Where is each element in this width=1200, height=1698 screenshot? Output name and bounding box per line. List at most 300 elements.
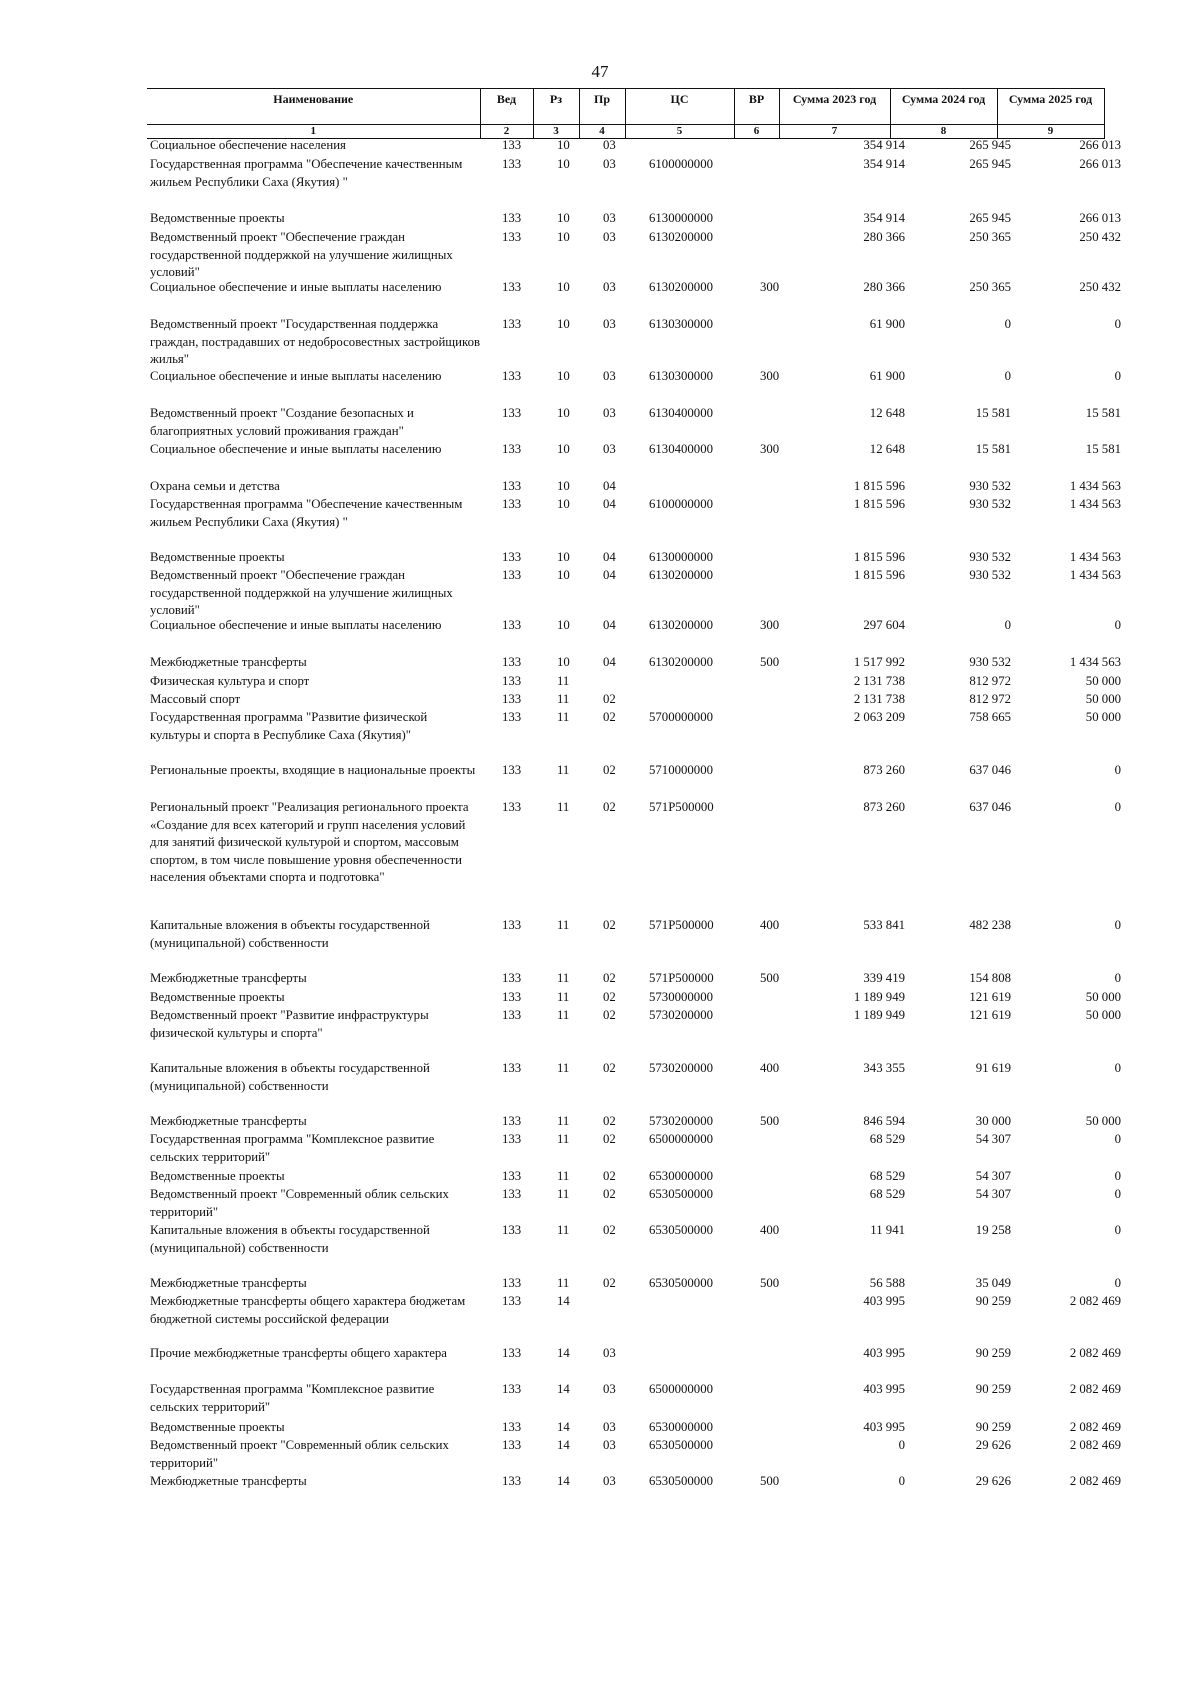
cell-s2023: 61 900	[869, 317, 905, 331]
cell-cs: 6130200000	[649, 618, 713, 632]
cell-rz: 10	[557, 550, 570, 564]
cell-rz: 14	[557, 1474, 570, 1488]
cell-pr: 02	[603, 1114, 616, 1128]
col-index: 9	[997, 125, 1104, 139]
cell-s2023: 56 588	[869, 1276, 905, 1290]
col-header-ved: Вед	[480, 89, 533, 125]
cell-cs: 5730200000	[649, 1008, 713, 1022]
cell-s2025: 50 000	[1085, 692, 1121, 706]
cell-pr: 03	[603, 1346, 616, 1360]
cell-s2024: 265 945	[969, 138, 1011, 152]
cell-name: Межбюджетные трансферты	[150, 1276, 307, 1290]
cell-cs: 5730200000	[649, 1114, 713, 1128]
cell-pr: 03	[603, 157, 616, 171]
cell-s2025: 2 082 469	[1069, 1474, 1121, 1488]
cell-pr: 02	[603, 763, 616, 777]
cell-rz: 10	[557, 317, 570, 331]
cell-s2025: 1 434 563	[1069, 479, 1121, 493]
cell-s2025: 0	[1114, 971, 1121, 985]
cell-s2025: 0	[1114, 369, 1121, 383]
cell-vr: 500	[760, 1114, 780, 1128]
cell-s2024: 812 972	[969, 692, 1011, 706]
cell-s2024: 930 532	[969, 655, 1011, 669]
col-header-name: Наименование	[147, 89, 480, 125]
cell-cs: 6530500000	[649, 1438, 713, 1452]
cell-pr: 03	[603, 138, 616, 152]
cell-s2023: 354 914	[863, 138, 905, 152]
cell-ved: 133	[502, 918, 522, 932]
cell-s2024: 265 945	[969, 157, 1011, 171]
cell-s2024: 29 626	[975, 1474, 1011, 1488]
cell-s2025: 2 082 469	[1069, 1438, 1121, 1452]
cell-rz: 11	[557, 990, 570, 1004]
cell-s2024: 637 046	[969, 800, 1011, 814]
cell-s2023: 12 648	[869, 442, 905, 456]
cell-cs: 571P500000	[649, 971, 714, 985]
cell-s2023: 2 131 738	[853, 674, 905, 688]
cell-name: Социальное обеспечение и иные выплаты населению	[150, 618, 442, 632]
cell-cs: 6530500000	[649, 1187, 713, 1201]
cell-s2025: 50 000	[1085, 990, 1121, 1004]
cell-pr: 03	[603, 1474, 616, 1488]
cell-rz: 11	[557, 1187, 570, 1201]
cell-s2024: 91 619	[975, 1061, 1011, 1075]
cell-pr: 02	[603, 1132, 616, 1146]
cell-s2025: 266 013	[1079, 211, 1121, 225]
cell-name: Ведомственные проекты	[150, 211, 285, 225]
cell-cs: 6130400000	[649, 442, 713, 456]
cell-name: Ведомственный проект "Государственная поддержка граждан, пострадавших от недобросовестных застройщиков жилья"	[150, 317, 481, 366]
cell-s2023: 403 995	[863, 1346, 905, 1360]
cell-name: Капитальные вложения в объекты государственной (муниципальной) собственности	[150, 1223, 430, 1255]
col-index: 1	[147, 125, 480, 139]
col-index: 2	[480, 125, 533, 139]
cell-rz: 14	[557, 1294, 570, 1308]
cell-s2023: 2 131 738	[853, 692, 905, 706]
cell-s2025: 1 434 563	[1069, 497, 1121, 511]
cell-s2023: 846 594	[863, 1114, 905, 1128]
cell-s2023: 403 995	[863, 1294, 905, 1308]
cell-name: Физическая культура и спорт	[150, 674, 310, 688]
cell-name: Ведомственный проект "Создание безопасных и благоприятных условий проживания граждан"	[150, 406, 414, 438]
cell-pr: 02	[603, 1061, 616, 1075]
cell-ved: 133	[502, 655, 522, 669]
cell-vr: 500	[760, 1276, 780, 1290]
cell-rz: 10	[557, 568, 570, 582]
cell-ved: 133	[502, 479, 522, 493]
cell-name: Ведомственный проект "Обеспечение граждан государственной поддержкой на улучшение жилищных условий"	[150, 230, 453, 279]
cell-name: Ведомственный проект "Развитие инфраструктуры физической культуры и спорта"	[150, 1008, 429, 1040]
cell-ved: 133	[502, 1420, 522, 1434]
cell-name: Государственная программа "Комплексное развитие сельских территорий"	[150, 1382, 435, 1414]
cell-s2024: 930 532	[969, 568, 1011, 582]
cell-s2023: 280 366	[863, 230, 905, 244]
cell-s2023: 1 815 596	[853, 550, 905, 564]
cell-s2023: 1 815 596	[853, 568, 905, 582]
cell-cs: 6130200000	[649, 230, 713, 244]
col-header-sum-2024: Сумма 2024 год	[890, 89, 997, 125]
cell-vr: 300	[760, 369, 780, 383]
cell-s2025: 0	[1114, 1187, 1121, 1201]
cell-cs: 6130200000	[649, 568, 713, 582]
cell-s2023: 1 189 949	[853, 990, 905, 1004]
cell-rz: 10	[557, 497, 570, 511]
cell-ved: 133	[502, 1187, 522, 1201]
cell-vr: 300	[760, 280, 780, 294]
cell-vr: 400	[760, 1223, 780, 1237]
cell-name: Межбюджетные трансферты	[150, 655, 307, 669]
cell-s2025: 50 000	[1085, 710, 1121, 724]
cell-s2025: 50 000	[1085, 1008, 1121, 1022]
cell-rz: 11	[557, 800, 570, 814]
cell-name: Социальное обеспечение населения	[150, 138, 346, 152]
cell-cs: 571P500000	[649, 800, 714, 814]
cell-ved: 133	[502, 1008, 522, 1022]
cell-ved: 133	[502, 618, 522, 632]
cell-name: Ведомственный проект "Обеспечение граждан государственной поддержкой на улучшение жилищных условий"	[150, 568, 453, 617]
cell-pr: 03	[603, 1420, 616, 1434]
cell-s2025: 0	[1114, 1169, 1121, 1183]
cell-cs: 6500000000	[649, 1382, 713, 1396]
cell-rz: 11	[557, 1276, 570, 1290]
cell-vr: 400	[760, 918, 780, 932]
cell-pr: 04	[603, 550, 616, 564]
cell-vr: 500	[760, 655, 780, 669]
cell-s2024: 121 619	[969, 1008, 1011, 1022]
cell-name: Межбюджетные трансферты	[150, 1474, 307, 1488]
cell-name: Социальное обеспечение и иные выплаты населению	[150, 442, 442, 456]
cell-s2023: 297 604	[863, 618, 905, 632]
cell-ved: 133	[502, 674, 522, 688]
cell-ved: 133	[502, 1061, 522, 1075]
cell-s2025: 50 000	[1085, 1114, 1121, 1128]
cell-s2024: 0	[1004, 317, 1011, 331]
col-index: 6	[734, 125, 779, 139]
cell-cs: 6130300000	[649, 317, 713, 331]
cell-s2024: 121 619	[969, 990, 1011, 1004]
cell-s2024: 265 945	[969, 211, 1011, 225]
cell-s2024: 482 238	[969, 918, 1011, 932]
cell-s2023: 12 648	[869, 406, 905, 420]
col-index: 8	[890, 125, 997, 139]
col-index: 4	[579, 125, 625, 139]
cell-rz: 11	[557, 692, 570, 706]
cell-pr: 02	[603, 971, 616, 985]
cell-s2023: 11 941	[870, 1223, 905, 1237]
cell-pr: 03	[603, 1438, 616, 1452]
cell-pr: 04	[603, 568, 616, 582]
cell-ved: 133	[502, 1346, 522, 1360]
cell-vr: 500	[760, 971, 780, 985]
cell-pr: 03	[603, 1382, 616, 1396]
cell-cs: 6100000000	[649, 497, 713, 511]
cell-name: Государственная программа "Обеспечение качественным жильем Республики Саха (Якутия) "	[150, 497, 463, 529]
cell-s2024: 250 365	[969, 280, 1011, 294]
cell-pr: 02	[603, 918, 616, 932]
cell-cs: 5700000000	[649, 710, 713, 724]
cell-ved: 133	[502, 1294, 522, 1308]
cell-s2024: 90 259	[975, 1294, 1011, 1308]
cell-pr: 03	[603, 442, 616, 456]
cell-s2025: 266 013	[1079, 138, 1121, 152]
cell-s2025: 15 581	[1085, 406, 1121, 420]
cell-s2023: 0	[898, 1474, 905, 1488]
cell-ved: 133	[502, 1474, 522, 1488]
cell-s2023: 68 529	[869, 1132, 905, 1146]
cell-s2024: 54 307	[975, 1132, 1011, 1146]
cell-ved: 133	[502, 568, 522, 582]
cell-cs: 6130300000	[649, 369, 713, 383]
cell-ved: 133	[502, 1276, 522, 1290]
col-header-sum-2023: Сумма 2023 год	[779, 89, 890, 125]
cell-pr: 02	[603, 1169, 616, 1183]
cell-rz: 11	[557, 1223, 570, 1237]
cell-s2024: 250 365	[969, 230, 1011, 244]
cell-pr: 04	[603, 655, 616, 669]
cell-pr: 02	[603, 800, 616, 814]
cell-s2024: 15 581	[975, 442, 1011, 456]
cell-s2024: 90 259	[975, 1346, 1011, 1360]
cell-name: Государственная программа "Развитие физической культуры и спорта в Республике Саха (Якутия)"	[150, 710, 428, 742]
cell-rz: 11	[557, 1132, 570, 1146]
cell-pr: 03	[603, 369, 616, 383]
cell-ved: 133	[502, 692, 522, 706]
cell-vr: 500	[760, 1474, 780, 1488]
col-header-rz: Рз	[533, 89, 579, 125]
cell-s2023: 1 815 596	[853, 497, 905, 511]
cell-s2025: 2 082 469	[1069, 1382, 1121, 1396]
cell-name: Ведомственный проект "Современный облик сельских территорий"	[150, 1187, 449, 1219]
cell-cs: 6530000000	[649, 1420, 713, 1434]
cell-ved: 133	[502, 710, 522, 724]
cell-pr: 02	[603, 710, 616, 724]
cell-s2024: 30 000	[975, 1114, 1011, 1128]
cell-s2025: 250 432	[1079, 230, 1121, 244]
cell-vr: 300	[760, 618, 780, 632]
cell-s2023: 1 189 949	[853, 1008, 905, 1022]
cell-name: Охрана семьи и детства	[150, 479, 280, 493]
cell-s2024: 35 049	[975, 1276, 1011, 1290]
cell-s2025: 15 581	[1085, 442, 1121, 456]
cell-pr: 03	[603, 211, 616, 225]
cell-ved: 133	[502, 280, 522, 294]
cell-ved: 133	[502, 800, 522, 814]
cell-rz: 14	[557, 1420, 570, 1434]
cell-pr: 02	[603, 1223, 616, 1237]
cell-s2025: 0	[1114, 317, 1121, 331]
cell-pr: 03	[603, 317, 616, 331]
cell-ved: 133	[502, 406, 522, 420]
cell-s2024: 154 808	[969, 971, 1011, 985]
cell-s2024: 15 581	[975, 406, 1011, 420]
cell-s2025: 1 434 563	[1069, 655, 1121, 669]
cell-s2025: 1 434 563	[1069, 568, 1121, 582]
col-header-cs: ЦС	[625, 89, 734, 125]
cell-cs: 6130400000	[649, 406, 713, 420]
col-header-sum-2025: Сумма 2025 год	[997, 89, 1104, 125]
cell-pr: 02	[603, 1187, 616, 1201]
cell-ved: 133	[502, 497, 522, 511]
cell-s2025: 0	[1114, 918, 1121, 932]
cell-s2024: 54 307	[975, 1187, 1011, 1201]
cell-cs: 6500000000	[649, 1132, 713, 1146]
cell-pr: 03	[603, 406, 616, 420]
cell-name: Массовый спорт	[150, 692, 241, 706]
cell-ved: 133	[502, 971, 522, 985]
cell-s2023: 1 815 596	[853, 479, 905, 493]
cell-s2023: 533 841	[863, 918, 905, 932]
cell-pr: 02	[603, 990, 616, 1004]
cell-ved: 133	[502, 1438, 522, 1452]
cell-rz: 10	[557, 211, 570, 225]
cell-ved: 133	[502, 1382, 522, 1396]
cell-s2023: 280 366	[863, 280, 905, 294]
cell-s2023: 354 914	[863, 211, 905, 225]
cell-name: Межбюджетные трансферты общего характера бюджетам бюджетной системы российской федерации	[150, 1294, 466, 1326]
cell-s2025: 2 082 469	[1069, 1294, 1121, 1308]
cell-name: Прочие межбюджетные трансферты общего характера	[150, 1346, 447, 1360]
cell-ved: 133	[502, 1223, 522, 1237]
cell-s2025: 0	[1114, 1276, 1121, 1290]
cell-rz: 11	[557, 763, 570, 777]
cell-cs: 5730000000	[649, 990, 713, 1004]
cell-cs: 6530500000	[649, 1223, 713, 1237]
cell-ved: 133	[502, 211, 522, 225]
cell-rz: 11	[557, 710, 570, 724]
cell-name: Ведомственные проекты	[150, 990, 285, 1004]
cell-s2024: 637 046	[969, 763, 1011, 777]
cell-pr: 04	[603, 618, 616, 632]
cell-pr: 03	[603, 230, 616, 244]
cell-pr: 04	[603, 497, 616, 511]
cell-cs: 571P500000	[649, 918, 714, 932]
cell-rz: 14	[557, 1438, 570, 1452]
cell-cs: 6100000000	[649, 157, 713, 171]
cell-rz: 14	[557, 1382, 570, 1396]
cell-pr: 03	[603, 280, 616, 294]
cell-cs: 6530000000	[649, 1169, 713, 1183]
cell-s2023: 403 995	[863, 1382, 905, 1396]
cell-rz: 10	[557, 230, 570, 244]
cell-name: Государственная программа "Обеспечение качественным жильем Республики Саха (Якутия) "	[150, 157, 463, 189]
cell-pr: 02	[603, 1276, 616, 1290]
col-header-vr: ВР	[734, 89, 779, 125]
col-index: 5	[625, 125, 734, 139]
cell-pr: 02	[603, 1008, 616, 1022]
cell-s2023: 0	[898, 1438, 905, 1452]
cell-ved: 133	[502, 990, 522, 1004]
cell-rz: 10	[557, 479, 570, 493]
cell-s2023: 1 517 992	[853, 655, 905, 669]
cell-name: Капитальные вложения в объекты государственной (муниципальной) собственности	[150, 1061, 430, 1093]
cell-cs: 6130200000	[649, 655, 713, 669]
cell-s2023: 873 260	[863, 763, 905, 777]
cell-pr: 04	[603, 479, 616, 493]
cell-rz: 11	[557, 1114, 570, 1128]
cell-s2024: 0	[1004, 618, 1011, 632]
cell-s2024: 0	[1004, 369, 1011, 383]
cell-s2024: 930 532	[969, 550, 1011, 564]
table-header	[147, 88, 1105, 139]
cell-s2025: 0	[1114, 763, 1121, 777]
cell-s2025: 50 000	[1085, 674, 1121, 688]
cell-s2025: 2 082 469	[1069, 1420, 1121, 1434]
cell-cs: 6530500000	[649, 1276, 713, 1290]
cell-ved: 133	[502, 138, 522, 152]
cell-rz: 10	[557, 138, 570, 152]
cell-vr: 300	[760, 442, 780, 456]
cell-ved: 133	[502, 369, 522, 383]
cell-ved: 133	[502, 1169, 522, 1183]
cell-rz: 11	[557, 918, 570, 932]
cell-s2025: 0	[1114, 1223, 1121, 1237]
cell-s2024: 930 532	[969, 497, 1011, 511]
cell-s2023: 68 529	[869, 1187, 905, 1201]
cell-s2023: 339 419	[863, 971, 905, 985]
cell-s2025: 250 432	[1079, 280, 1121, 294]
cell-name: Капитальные вложения в объекты государственной (муниципальной) собственности	[150, 918, 430, 950]
cell-s2025: 2 082 469	[1069, 1346, 1121, 1360]
cell-name: Межбюджетные трансферты	[150, 1114, 307, 1128]
cell-name: Ведомственный проект "Современный облик сельских территорий"	[150, 1438, 449, 1470]
cell-rz: 10	[557, 369, 570, 383]
cell-name: Ведомственные проекты	[150, 550, 285, 564]
cell-s2023: 61 900	[869, 369, 905, 383]
cell-name: Региональные проекты, входящие в национальные проекты	[150, 763, 476, 777]
cell-cs: 6130000000	[649, 550, 713, 564]
cell-ved: 133	[502, 157, 522, 171]
cell-s2023: 68 529	[869, 1169, 905, 1183]
cell-name: Государственная программа "Комплексное развитие сельских территорий"	[150, 1132, 435, 1164]
cell-rz: 11	[557, 1008, 570, 1022]
cell-name: Социальное обеспечение и иные выплаты населению	[150, 369, 442, 383]
cell-name: Ведомственные проекты	[150, 1420, 285, 1434]
cell-rz: 11	[557, 1169, 570, 1183]
cell-name: Ведомственные проекты	[150, 1169, 285, 1183]
cell-name: Социальное обеспечение и иные выплаты населению	[150, 280, 442, 294]
cell-rz: 11	[557, 674, 570, 688]
cell-ved: 133	[502, 1114, 522, 1128]
cell-s2025: 0	[1114, 1132, 1121, 1146]
cell-cs: 6130000000	[649, 211, 713, 225]
cell-s2024: 90 259	[975, 1420, 1011, 1434]
cell-ved: 133	[502, 550, 522, 564]
cell-s2025: 0	[1114, 800, 1121, 814]
cell-s2023: 354 914	[863, 157, 905, 171]
cell-ved: 133	[502, 230, 522, 244]
cell-ved: 133	[502, 317, 522, 331]
cell-s2024: 930 532	[969, 479, 1011, 493]
cell-ved: 133	[502, 763, 522, 777]
cell-ved: 133	[502, 1132, 522, 1146]
cell-cs: 5730200000	[649, 1061, 713, 1075]
cell-s2023: 403 995	[863, 1420, 905, 1434]
cell-ved: 133	[502, 442, 522, 456]
cell-pr: 02	[603, 692, 616, 706]
col-header-pr: Пр	[579, 89, 625, 125]
col-index: 7	[779, 125, 890, 139]
cell-rz: 10	[557, 618, 570, 632]
cell-s2025: 266 013	[1079, 157, 1121, 171]
cell-s2024: 812 972	[969, 674, 1011, 688]
cell-s2023: 2 063 209	[853, 710, 905, 724]
cell-s2025: 1 434 563	[1069, 550, 1121, 564]
cell-rz: 10	[557, 655, 570, 669]
cell-name: Межбюджетные трансферты	[150, 971, 307, 985]
page-number: 47	[591, 62, 609, 81]
cell-s2025: 0	[1114, 1061, 1121, 1075]
cell-s2024: 758 665	[969, 710, 1011, 724]
